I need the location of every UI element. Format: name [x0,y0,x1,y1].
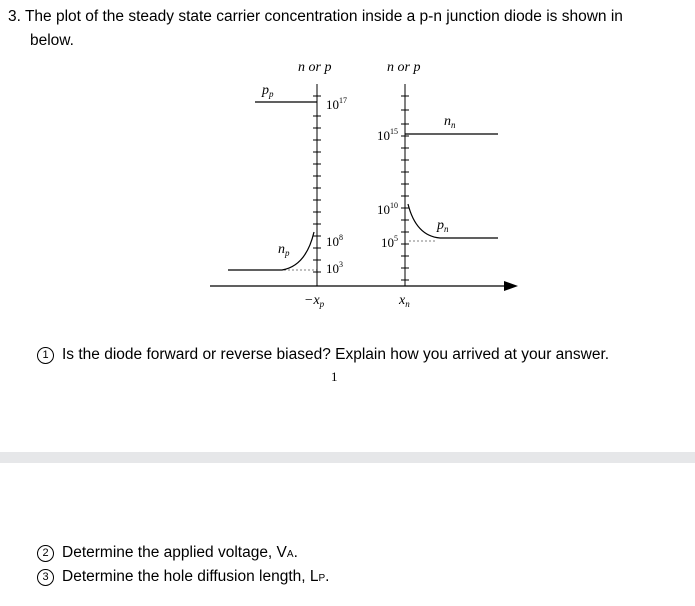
subquestion-3-subscript: P [318,573,326,584]
right-axis-label: n or p [387,60,421,75]
question-text-continued: below. [30,32,74,49]
x-axis-arrow [504,281,518,291]
left-tick-label-10-3: $10^3$ [326,260,343,276]
nn-label: $n_n$ [444,114,456,130]
left-tick-label-10-8: $10^8$ [326,233,343,249]
subquestion-2 [37,544,298,562]
right-tick-label-10-15: $10^{15}$ [377,127,398,143]
circled-number-3: 3 [37,569,54,586]
right-tick-label-10-10: $10^{10}$ [377,201,398,217]
circled-number-1: 1 [37,347,54,364]
subquestion-2-period: . [293,544,298,561]
subquestion-3-text: Determine the hole diffusion length, L [62,568,319,585]
page-number: 1 [331,369,338,384]
np-label: $n_p$ [278,242,290,258]
right-tick-label-10-5: $10^5$ [381,234,398,250]
subquestion-1 [37,346,609,364]
left-tick-label-10-17: $10^{17}$ [326,96,347,112]
subquestion-3 [37,568,329,586]
xn-label: $x_n$ [399,293,410,309]
subquestion-1-text: Is the diode forward or reverse biased? Explain how you arrived at your answer. [62,346,610,363]
question-text: 3. The plot of the steady state carrier concentration inside a p-n junction diode is shown in [8,8,623,25]
pn-curve [408,204,498,238]
circled-number-2: 2 [37,545,54,562]
np-curve [228,232,314,270]
subquestion-3-period: . [325,568,330,585]
left-axis-label: n or p [298,60,332,75]
pn-label: $p_n$ [437,218,449,234]
page-divider [0,452,695,463]
subquestion-2-subscript: A [286,549,294,560]
pp-label: $p_p$ [262,83,274,99]
subquestion-2-text: Determine the applied voltage, V [62,544,287,561]
xp-label: $-x_p$ [304,293,325,309]
